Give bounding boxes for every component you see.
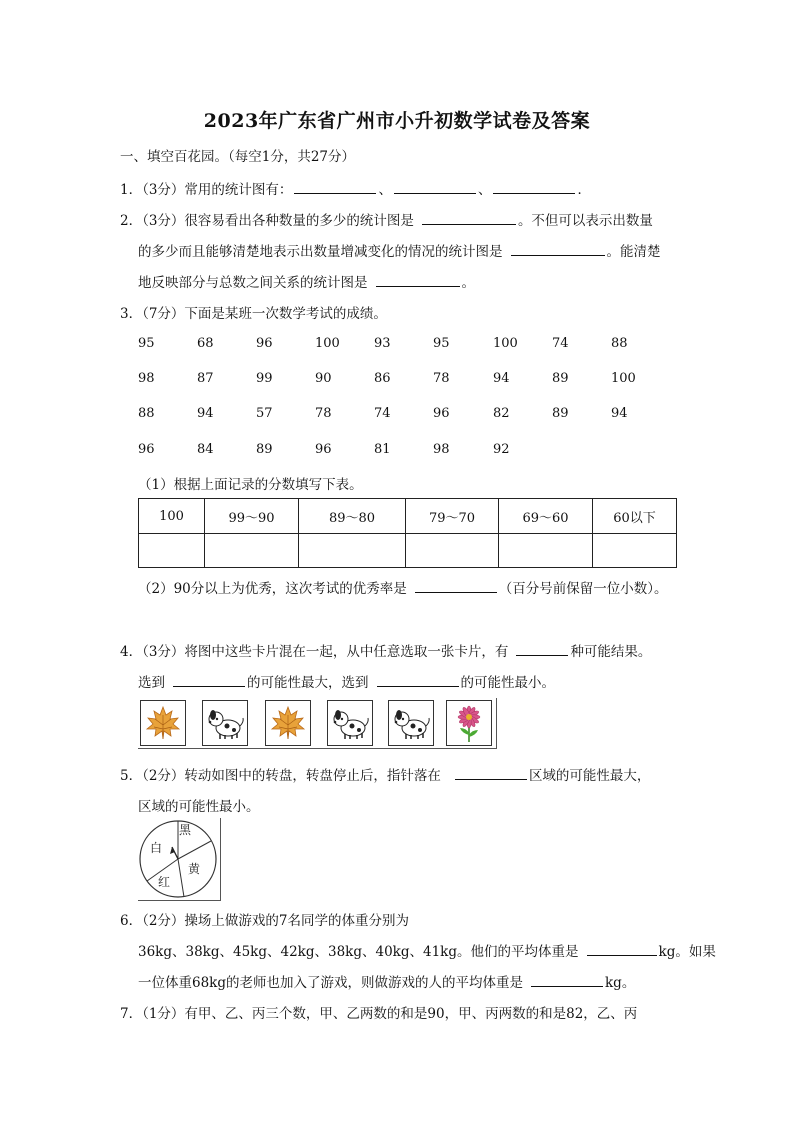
question-number: 7． xyxy=(120,1006,143,1022)
score-value: 90 xyxy=(315,371,332,386)
question-2-line-2 xyxy=(138,240,661,260)
score-value: 98 xyxy=(138,371,155,386)
question-2 xyxy=(120,209,653,229)
question-number: 2． xyxy=(120,213,143,229)
question-6-line-2 xyxy=(138,940,716,960)
answer-blank[interactable] xyxy=(394,179,476,194)
question-text: 。不但可以表示出数量 xyxy=(517,213,653,229)
card-strip xyxy=(138,698,497,749)
table-header: 69～60 xyxy=(499,499,593,534)
answer-blank[interactable] xyxy=(493,179,575,194)
question-text: 的可能性最小。 xyxy=(460,675,555,691)
question-4-line-2 xyxy=(138,671,555,691)
maple-leaf-icon xyxy=(141,701,185,745)
answer-blank[interactable] xyxy=(415,578,497,593)
question-6-line-3 xyxy=(138,971,635,991)
question-7 xyxy=(120,1002,637,1022)
answer-blank[interactable] xyxy=(511,241,605,256)
question-3 xyxy=(120,302,387,322)
score-value: 87 xyxy=(197,371,214,386)
page-title: 2023年广东省广州市小升初数学试卷及答案 xyxy=(203,110,591,132)
table-cell[interactable] xyxy=(593,534,677,568)
spinner-label-black: 黑 xyxy=(179,823,192,837)
table-header: 99～90 xyxy=(205,499,299,534)
leaf-card xyxy=(140,700,186,746)
score-value: 74 xyxy=(374,406,391,421)
table-header: 100 xyxy=(139,499,205,534)
question-text: kg。如果 xyxy=(658,944,716,960)
question-text: （3分）常用的统计图有： xyxy=(142,182,293,198)
score-value: 96 xyxy=(433,406,450,421)
flower-icon xyxy=(447,701,491,745)
flower-card xyxy=(446,700,492,746)
answer-blank[interactable] xyxy=(294,179,376,194)
score-value: 89 xyxy=(552,371,569,386)
question-text: 的多少而且能够清楚地表示出数量增减变化的情况的统计图是 xyxy=(138,244,503,260)
separator: ． xyxy=(577,182,591,198)
score-value: 74 xyxy=(552,336,569,351)
spinner-label-white: 白 xyxy=(150,841,163,855)
answer-blank[interactable] xyxy=(376,272,460,287)
dog-card xyxy=(202,700,248,746)
question-text: 地反映部分与总数之间关系的统计图是 xyxy=(138,275,368,291)
score-value: 82 xyxy=(493,406,510,421)
score-value: 95 xyxy=(433,336,450,351)
question-text: 。 xyxy=(461,275,475,291)
question-text: kg。 xyxy=(605,975,636,991)
spinner-figure xyxy=(138,818,221,901)
question-4 xyxy=(120,640,651,660)
spinner-label-yellow: 黄 xyxy=(188,862,201,876)
score-value: 100 xyxy=(493,336,518,351)
question-text: （1分）有甲、乙、丙三个数，甲、乙两数的和是90，甲、丙两数的和是82，乙、丙 xyxy=(142,1006,638,1022)
question-number: 4． xyxy=(120,644,143,660)
score-value: 98 xyxy=(433,442,450,457)
question-5 xyxy=(120,764,650,784)
score-value: 78 xyxy=(433,371,450,386)
question-text: （7分）下面是某班一次数学考试的成绩。 xyxy=(142,306,387,322)
score-value: 99 xyxy=(256,371,273,386)
score-value: 92 xyxy=(493,442,510,457)
question-5-line-2: 区域的可能性最小。 xyxy=(138,799,260,815)
question-text: （2）90分以上为优秀，这次考试的优秀率是 xyxy=(138,581,407,597)
answer-blank[interactable] xyxy=(587,941,657,956)
score-value: 96 xyxy=(138,442,155,457)
question-text: （2分）转动如图中的转盘，转盘停止后，指针落在 xyxy=(142,768,441,784)
score-value: 78 xyxy=(315,406,332,421)
answer-blank[interactable] xyxy=(173,672,245,687)
score-value: 89 xyxy=(552,406,569,421)
sub-question-2 xyxy=(138,577,668,597)
score-value: 93 xyxy=(374,336,391,351)
question-text: 。能清楚 xyxy=(606,244,661,260)
score-range-table xyxy=(138,498,677,568)
score-value: 81 xyxy=(374,442,391,457)
score-value: 84 xyxy=(197,442,214,457)
table-cell[interactable] xyxy=(499,534,593,568)
dog-icon xyxy=(328,701,372,745)
score-value: 96 xyxy=(256,336,273,351)
question-2-line-3 xyxy=(138,271,475,291)
separator: 、 xyxy=(477,182,492,198)
question-text: （2分）操场上做游戏的7名同学的体重分别为 xyxy=(142,913,410,929)
table-header: 60以下 xyxy=(593,499,677,534)
question-text: （3分）将图中这些卡片混在一起，从中任意选取一张卡片，有 xyxy=(142,644,509,660)
score-value: 100 xyxy=(315,336,340,351)
question-text: （3分）很容易看出各种数量的多少的统计图是 xyxy=(142,213,414,229)
score-value: 88 xyxy=(138,406,155,421)
table-header: 79～70 xyxy=(406,499,499,534)
maple-leaf-icon xyxy=(266,701,310,745)
answer-blank[interactable] xyxy=(422,210,516,225)
score-value: 94 xyxy=(197,406,214,421)
score-value: 100 xyxy=(611,371,636,386)
score-value: 57 xyxy=(256,406,273,421)
question-text: 36kg、38kg、45kg、42kg、38kg、40kg、41kg。他们的平均体重是 xyxy=(138,944,579,960)
dog-card xyxy=(388,700,434,746)
question-number: 1． xyxy=(120,182,143,198)
answer-blank[interactable] xyxy=(531,972,603,987)
answer-blank[interactable] xyxy=(516,641,568,656)
question-text: 种可能结果。 xyxy=(570,644,652,660)
dog-card xyxy=(327,700,373,746)
score-value: 96 xyxy=(315,442,332,457)
question-text: （百分号前保留一位小数）。 xyxy=(498,581,668,597)
table-cell[interactable] xyxy=(205,534,299,568)
answer-blank[interactable] xyxy=(377,672,459,687)
question-text: 区域的可能性最大， xyxy=(528,768,651,784)
sub-question-1: （1）根据上面记录的分数填写下表。 xyxy=(138,477,363,493)
question-number: 5． xyxy=(120,768,143,784)
score-value: 94 xyxy=(493,371,510,386)
score-value: 68 xyxy=(197,336,214,351)
score-value: 94 xyxy=(611,406,628,421)
score-value: 89 xyxy=(256,442,273,457)
leaf-card xyxy=(265,700,311,746)
question-number: 6． xyxy=(120,913,143,929)
dog-icon xyxy=(203,701,247,745)
question-text: 选到 xyxy=(138,675,165,691)
dog-icon xyxy=(389,701,433,745)
separator: 、 xyxy=(378,182,392,198)
table-cell[interactable] xyxy=(406,534,499,568)
score-value: 95 xyxy=(138,336,155,351)
table-header: 89～80 xyxy=(299,499,406,534)
section-heading: 一、填空百花园。（每空1分，共27分） xyxy=(120,149,356,165)
spinner-wheel xyxy=(138,818,220,900)
question-text: 一位体重68kg的老师也加入了游戏，则做游戏的人的平均体重是 xyxy=(138,975,523,991)
spinner-label-red: 红 xyxy=(158,875,171,889)
question-1 xyxy=(120,178,591,198)
score-value: 88 xyxy=(611,336,628,351)
answer-blank[interactable] xyxy=(455,765,527,780)
question-6 xyxy=(120,909,409,929)
table-cell[interactable] xyxy=(299,534,406,568)
question-number: 3． xyxy=(120,306,143,322)
question-text: 的可能性最大，选到 xyxy=(247,675,369,691)
table-cell[interactable] xyxy=(139,534,205,568)
score-value: 86 xyxy=(374,371,391,386)
